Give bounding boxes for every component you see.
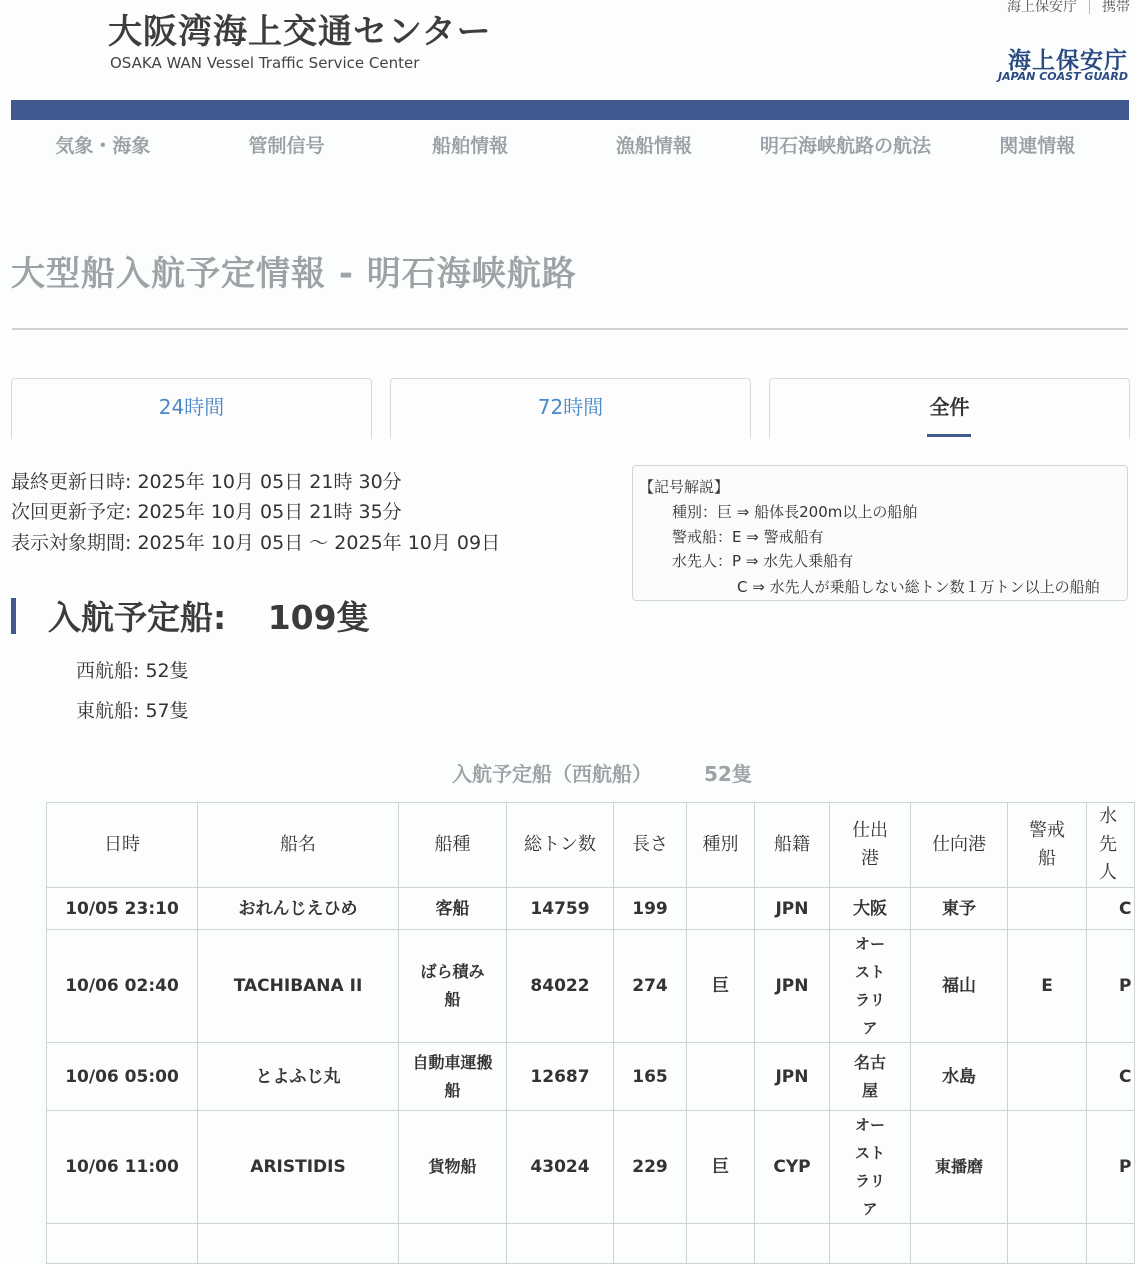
nav-item-related[interactable]: 関連情報 bbox=[999, 135, 1076, 157]
total-count bbox=[48, 592, 370, 639]
col-header-length-label: 長さ bbox=[632, 834, 668, 855]
cell-empty bbox=[830, 1224, 911, 1264]
cell-destination: 水島 bbox=[911, 1043, 1008, 1111]
site-title: 大阪湾海上交通センター bbox=[108, 12, 492, 52]
col-header-class-label: 種別 bbox=[702, 834, 739, 855]
section-marker bbox=[11, 598, 16, 634]
cell-ship-type-text: 自動車運搬船 bbox=[412, 1052, 493, 1100]
cell-gross-tonnage: 12687 bbox=[507, 1043, 614, 1111]
nav-item-akashi-route[interactable] bbox=[746, 132, 946, 192]
cell-length: 199 bbox=[614, 888, 687, 930]
cell-pilot: C bbox=[1087, 1043, 1135, 1111]
total-count-label: 入航予定船: bbox=[48, 598, 227, 637]
eastbound-count: 東航船: 57隻 bbox=[76, 700, 189, 722]
cell-guard-vessel bbox=[1008, 888, 1087, 930]
cell-class: 巨 bbox=[687, 1111, 755, 1224]
cell-empty bbox=[47, 1224, 198, 1264]
col-header-guard-vessel-label: 警戒船 bbox=[1029, 820, 1065, 869]
cell-departure-text: オーストラリア bbox=[854, 1116, 885, 1218]
col-header-length bbox=[614, 803, 687, 888]
active-tab-indicator bbox=[927, 434, 971, 437]
tab-24h[interactable]: 24時間 bbox=[11, 378, 372, 439]
symbol-legend bbox=[632, 465, 1128, 601]
cell-empty bbox=[687, 1224, 755, 1264]
cell-destination: 福山 bbox=[911, 930, 1008, 1043]
col-header-flag: 船籍 bbox=[755, 803, 830, 888]
cell-datetime: 10/05 23:10 bbox=[47, 888, 198, 930]
cell-guard-vessel: E bbox=[1008, 930, 1087, 1043]
table-caption bbox=[452, 758, 752, 787]
cell-class: 巨 bbox=[687, 930, 755, 1043]
main-nav bbox=[11, 132, 1129, 192]
table-row bbox=[47, 1111, 1135, 1224]
header-bar bbox=[11, 100, 1129, 120]
vessel-table bbox=[46, 802, 1135, 1264]
legend-line-pilot-c: C ⇒ 水先人が乗船しない総トン数１万トン以上の船舶 bbox=[737, 578, 1100, 596]
cell-departure-text: 名古屋 bbox=[853, 1052, 886, 1100]
cell-length: 229 bbox=[614, 1111, 687, 1224]
col-header-departure bbox=[830, 803, 911, 888]
jcg-logo[interactable]: 海上保安庁 bbox=[1008, 48, 1128, 74]
top-link-jcg[interactable]: 海上保安庁 bbox=[1007, 0, 1077, 15]
cell-empty bbox=[198, 1224, 399, 1264]
legend-heading: 【記号解説】 bbox=[639, 478, 730, 496]
cell-guard-vessel bbox=[1008, 1043, 1087, 1111]
cell-ship-type-text: ばら積み船 bbox=[420, 962, 485, 1009]
cell-length: 274 bbox=[614, 930, 687, 1043]
nav-item-akashi-label: 明石海峡航路の航法 bbox=[760, 135, 932, 157]
westbound-count: 西航船: 52隻 bbox=[76, 660, 189, 682]
table-caption-count: 52隻 bbox=[704, 762, 752, 786]
cell-gross-tonnage: 14759 bbox=[507, 888, 614, 930]
cell-departure bbox=[830, 1043, 911, 1111]
cell-pilot: P bbox=[1087, 930, 1135, 1043]
col-header-guard-vessel bbox=[1008, 803, 1087, 888]
cell-class bbox=[687, 888, 755, 930]
cell-ship-type: 貨物船 bbox=[399, 1111, 507, 1224]
cell-ship-type bbox=[399, 930, 507, 1043]
cell-empty bbox=[1087, 1224, 1135, 1264]
cell-guard-vessel bbox=[1008, 1111, 1087, 1224]
page-title: 大型船入航予定情報 - 明石海峡航路 bbox=[11, 254, 577, 294]
tab-72h[interactable]: 72時間 bbox=[390, 378, 751, 439]
nav-item-vessel-info[interactable]: 船舶情報 bbox=[432, 135, 509, 157]
table-caption-label: 入航予定船（西航船） bbox=[452, 762, 652, 786]
cell-destination: 東予 bbox=[911, 888, 1008, 930]
cell-flag: JPN bbox=[755, 930, 830, 1043]
nav-item-weather[interactable]: 気象・海象 bbox=[55, 135, 151, 157]
cell-empty bbox=[1008, 1224, 1087, 1264]
cell-pilot: P bbox=[1087, 1111, 1135, 1224]
title-divider bbox=[12, 328, 1128, 330]
cell-empty bbox=[614, 1224, 687, 1264]
cell-flag: JPN bbox=[755, 888, 830, 930]
col-header-destination: 仕向港 bbox=[911, 803, 1008, 888]
legend-line-pilot: 水先人：P ⇒ 水先人乗船有 bbox=[672, 552, 854, 570]
cell-flag: CYP bbox=[755, 1111, 830, 1224]
nav-item-traffic-signal[interactable]: 管制信号 bbox=[248, 135, 325, 157]
cell-departure bbox=[830, 1111, 911, 1224]
col-header-class bbox=[687, 803, 755, 888]
col-header-ship-type: 船種 bbox=[399, 803, 507, 888]
top-link-mobile[interactable]: 携帯 bbox=[1102, 0, 1130, 15]
cell-ship-name: おれんじえひめ bbox=[198, 888, 399, 930]
nav-item-fishing-info[interactable]: 漁船情報 bbox=[615, 135, 692, 157]
next-update: 次回更新予定: 2025年 10月 05日 21時 35分 bbox=[11, 501, 402, 523]
cell-gross-tonnage: 43024 bbox=[507, 1111, 614, 1224]
tab-all[interactable]: 全件 bbox=[769, 378, 1130, 439]
cell-datetime: 10/06 02:40 bbox=[47, 930, 198, 1043]
table-row bbox=[47, 1043, 1135, 1111]
col-header-gross-tonnage bbox=[507, 803, 614, 888]
legend-line-guard: 警戒船：E ⇒ 警戒船有 bbox=[672, 528, 824, 546]
table-row bbox=[47, 1224, 1135, 1264]
col-header-ship-name: 船名 bbox=[198, 803, 399, 888]
total-count-value: 109隻 bbox=[267, 598, 370, 637]
legend-line-type: 種別：巨 ⇒ 船体長200m以上の船舶 bbox=[672, 503, 918, 521]
cell-length: 165 bbox=[614, 1043, 687, 1111]
cell-flag: JPN bbox=[755, 1043, 830, 1111]
col-header-pilot-label: 水先人 bbox=[1099, 806, 1117, 883]
cell-departure-text: オーストラリア bbox=[854, 935, 885, 1037]
col-header-pilot bbox=[1087, 803, 1135, 888]
cell-datetime: 10/06 11:00 bbox=[47, 1111, 198, 1224]
jcg-logo-sub: JAPAN COAST GUARD bbox=[998, 70, 1128, 83]
cell-empty bbox=[399, 1224, 507, 1264]
cell-destination: 東播磨 bbox=[911, 1111, 1008, 1224]
cell-departure: 大阪 bbox=[830, 888, 911, 930]
col-header-gross-tonnage-label: 総トン数 bbox=[524, 834, 596, 855]
cell-class bbox=[687, 1043, 755, 1111]
top-links bbox=[1007, 0, 1130, 16]
cell-ship-name: とよふじ丸 bbox=[198, 1043, 399, 1111]
cell-ship-name: TACHIBANA II bbox=[198, 930, 399, 1043]
cell-departure bbox=[830, 930, 911, 1043]
top-link-separator bbox=[1089, 0, 1090, 14]
col-header-datetime: 日時 bbox=[47, 803, 198, 888]
cell-empty bbox=[911, 1224, 1008, 1264]
table-row bbox=[47, 888, 1135, 930]
table-row bbox=[47, 930, 1135, 1043]
cell-ship-type bbox=[399, 1043, 507, 1111]
site-subtitle: OSAKA WAN Vessel Traffic Service Center bbox=[110, 54, 420, 72]
last-update: 最終更新日時: 2025年 10月 05日 21時 30分 bbox=[11, 471, 402, 493]
cell-ship-type: 客船 bbox=[399, 888, 507, 930]
table-header-row bbox=[47, 803, 1135, 888]
cell-gross-tonnage: 84022 bbox=[507, 930, 614, 1043]
cell-pilot: C bbox=[1087, 888, 1135, 930]
cell-empty bbox=[755, 1224, 830, 1264]
cell-empty bbox=[507, 1224, 614, 1264]
cell-datetime: 10/06 05:00 bbox=[47, 1043, 198, 1111]
display-period: 表示対象期間: 2025年 10月 05日 ～ 2025年 10月 09日 bbox=[11, 532, 501, 554]
cell-ship-name: ARISTIDIS bbox=[198, 1111, 399, 1224]
col-header-departure-label: 仕出港 bbox=[852, 820, 888, 869]
